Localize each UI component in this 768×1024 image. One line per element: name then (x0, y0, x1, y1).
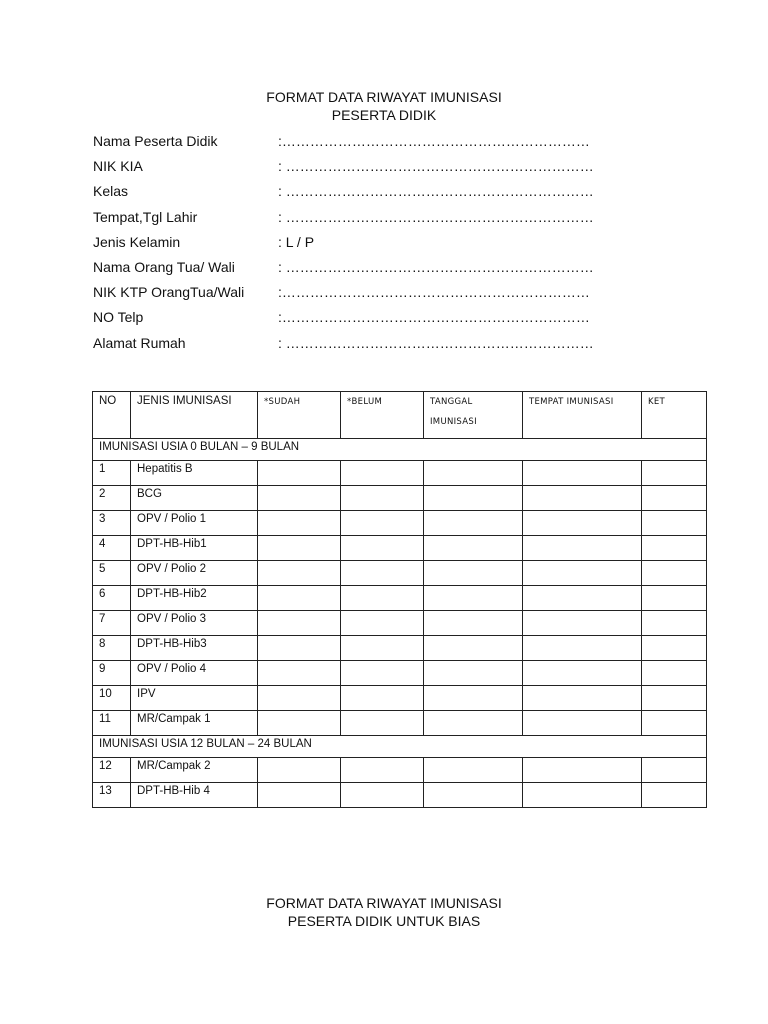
cell-tanggal (424, 511, 523, 536)
table-row (93, 686, 707, 711)
cell-belum (341, 561, 424, 586)
cell-tempat (523, 511, 642, 536)
cell-ket (642, 561, 707, 586)
field-label: Nama Orang Tua/ Wali (93, 258, 235, 275)
cell-tempat (523, 536, 642, 561)
cell-no: 6 (93, 586, 131, 611)
cell-ket (642, 686, 707, 711)
column-header-ket: KET (642, 392, 707, 439)
cell-tanggal (424, 758, 523, 783)
document-title (0, 88, 768, 124)
cell-no: 9 (93, 661, 131, 686)
cell-jenis: OPV / Polio 2 (131, 561, 258, 586)
cell-no: 2 (93, 486, 131, 511)
cell-tanggal (424, 636, 523, 661)
field-blank: : ………………………………………………………… (278, 183, 594, 200)
cell-tanggal (424, 686, 523, 711)
table-row (93, 511, 707, 536)
cell-no: 10 (93, 686, 131, 711)
cell-tanggal (424, 783, 523, 808)
cell-sudah (258, 711, 341, 736)
cell-sudah (258, 561, 341, 586)
cell-ket (642, 711, 707, 736)
cell-ket (642, 611, 707, 636)
cell-sudah (258, 461, 341, 486)
cell-tanggal (424, 711, 523, 736)
table-row (93, 536, 707, 561)
cell-belum (341, 686, 424, 711)
field-blank: : ………………………………………………………… (278, 158, 594, 175)
table-row (93, 611, 707, 636)
cell-ket (642, 511, 707, 536)
field-blank: : ………………………………………………………… (278, 334, 594, 351)
cell-ket (642, 461, 707, 486)
cell-sudah (258, 511, 341, 536)
cell-jenis: MR/Campak 1 (131, 711, 258, 736)
field-label: Jenis Kelamin (93, 233, 181, 250)
column-header-sudah: *SUDAH (258, 392, 341, 439)
section-row-0-9-bulan (93, 439, 707, 461)
cell-sudah (258, 486, 341, 511)
cell-jenis: OPV / Polio 1 (131, 511, 258, 536)
title-line-2: PESERTA DIDIK UNTUK BIAS (287, 913, 481, 929)
cell-tempat (523, 636, 642, 661)
column-header-belum: *BELUM (341, 392, 424, 439)
field-blank: :………………………………………………………… (278, 133, 590, 149)
cell-sudah (258, 636, 341, 661)
field-label: NIK KIA (93, 158, 143, 175)
cell-jenis: BCG (131, 486, 258, 511)
field-blank: : ………………………………………………………… (278, 258, 594, 275)
cell-tempat (523, 461, 642, 486)
column-header-tempat-imunisasi: TEMPAT IMUNISASI (523, 392, 642, 439)
table-row (93, 586, 707, 611)
cell-tempat (523, 686, 642, 711)
cell-tempat (523, 661, 642, 686)
column-header-tanggal-imunisasi: TANGGAL IMUNISASI (424, 392, 523, 439)
cell-tempat (523, 561, 642, 586)
cell-sudah (258, 758, 341, 783)
cell-jenis: DPT-HB-Hib2 (131, 586, 258, 611)
cell-sudah (258, 661, 341, 686)
cell-jenis: DPT-HB-Hib 4 (131, 783, 258, 808)
cell-tanggal (424, 586, 523, 611)
cell-no: 4 (93, 536, 131, 561)
cell-tanggal (424, 661, 523, 686)
cell-jenis: IPV (131, 686, 258, 711)
cell-jenis: OPV / Polio 3 (131, 611, 258, 636)
title-line-2: PESERTA DIDIK (331, 107, 437, 123)
second-document-title (0, 894, 768, 930)
cell-no: 12 (93, 758, 131, 783)
cell-belum (341, 586, 424, 611)
field-label: Kelas (93, 183, 129, 200)
cell-ket (642, 586, 707, 611)
section-row-12-24-bulan (93, 736, 707, 758)
title-line-1: FORMAT DATA RIWAYAT IMUNISASI (266, 895, 502, 911)
cell-belum (341, 536, 424, 561)
field-blank: :………………………………………………………… (278, 309, 590, 326)
column-header-no: NO (93, 392, 131, 439)
cell-jenis: DPT-HB-Hib1 (131, 536, 258, 561)
field-label: Tempat,Tgl Lahir (93, 208, 198, 225)
cell-belum (341, 636, 424, 661)
cell-tempat (523, 486, 642, 511)
section-label: IMUNISASI USIA 12 BULAN – 24 BULAN (93, 736, 707, 758)
cell-tanggal (424, 611, 523, 636)
field-blank: : ………………………………………………………… (278, 208, 594, 225)
table-header-row (93, 392, 707, 439)
cell-belum (341, 783, 424, 808)
immunization-table (92, 391, 707, 808)
table-row (93, 561, 707, 586)
cell-ket (642, 783, 707, 808)
cell-no: 11 (93, 711, 131, 736)
cell-no: 1 (93, 461, 131, 486)
cell-belum (341, 511, 424, 536)
cell-sudah (258, 586, 341, 611)
cell-ket (642, 758, 707, 783)
cell-ket (642, 486, 707, 511)
cell-sudah (258, 611, 341, 636)
table-row (93, 486, 707, 511)
cell-ket (642, 661, 707, 686)
cell-no: 8 (93, 636, 131, 661)
cell-ket (642, 536, 707, 561)
cell-tanggal (424, 461, 523, 486)
cell-tanggal (424, 486, 523, 511)
cell-tempat (523, 711, 642, 736)
cell-no: 5 (93, 561, 131, 586)
table-row (93, 783, 707, 808)
cell-sudah (258, 686, 341, 711)
cell-jenis: DPT-HB-Hib3 (131, 636, 258, 661)
table-row (93, 636, 707, 661)
cell-sudah (258, 783, 341, 808)
cell-no: 13 (93, 783, 131, 808)
cell-belum (341, 661, 424, 686)
cell-tempat (523, 758, 642, 783)
field-label: Nama Peserta Didik (93, 133, 218, 149)
section-label: IMUNISASI USIA 0 BULAN – 9 BULAN (93, 439, 707, 461)
cell-no: 7 (93, 611, 131, 636)
cell-belum (341, 486, 424, 511)
cell-no: 3 (93, 511, 131, 536)
title-line-1: FORMAT DATA RIWAYAT IMUNISASI (266, 89, 502, 105)
field-label: Alamat Rumah (93, 334, 186, 351)
table-row (93, 758, 707, 783)
cell-tempat (523, 783, 642, 808)
cell-tempat (523, 611, 642, 636)
table-row (93, 711, 707, 736)
cell-belum (341, 461, 424, 486)
field-label: NO Telp (93, 309, 144, 326)
cell-sudah (258, 536, 341, 561)
field-label: NIK KTP OrangTua/Wali (93, 284, 245, 301)
cell-tempat (523, 586, 642, 611)
cell-belum (341, 611, 424, 636)
table-row (93, 461, 707, 486)
cell-belum (341, 758, 424, 783)
cell-jenis: MR/Campak 2 (131, 758, 258, 783)
cell-jenis: OPV / Polio 4 (131, 661, 258, 686)
field-blank: :………………………………………………………… (278, 284, 590, 301)
field-blank: : L / P (278, 233, 315, 250)
column-header-jenis-imunisasi: JENIS IMUNISASI (131, 392, 258, 439)
cell-ket (642, 636, 707, 661)
cell-belum (341, 711, 424, 736)
cell-jenis: Hepatitis B (131, 461, 258, 486)
table-row (93, 661, 707, 686)
cell-tanggal (424, 561, 523, 586)
cell-tanggal (424, 536, 523, 561)
